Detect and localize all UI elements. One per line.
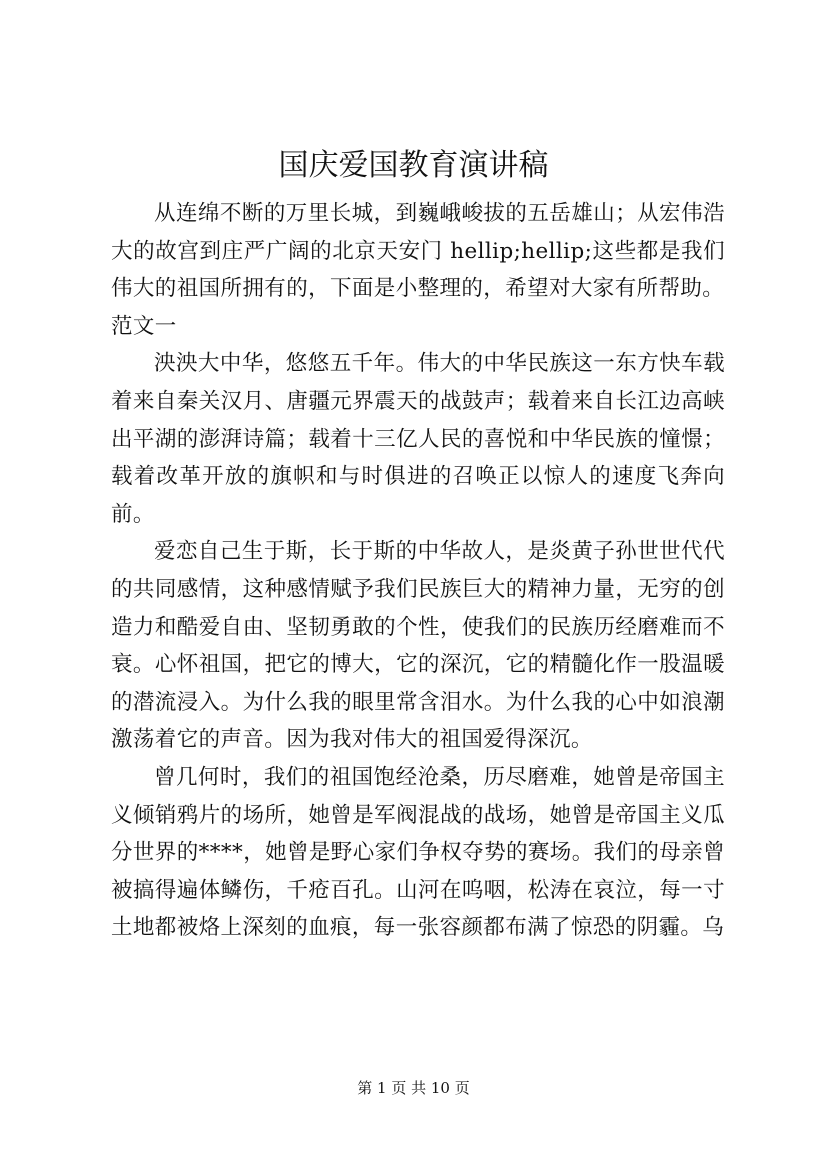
document-body bbox=[111, 195, 725, 947]
body-paragraph-1: 泱泱大中华，悠悠五千年。伟大的中华民族这一东方快车载着来自秦关汉月、唐疆元界震天的战鼓声；载着来自长江边高峡出平湖的澎湃诗篇；载着十三亿人民的喜悦和中华民族的憧憬；载着改革开放的旗帜和与时俱进的召唤正以惊人的速度飞奔向前。 bbox=[111, 351, 725, 527]
section-label: 范文一 bbox=[111, 313, 177, 339]
intro-paragraph: 从连绵不断的万里长城，到巍峨峻拔的五岳雄山；从宏伟浩大的故宫到庄严广阔的北京天安门 hellip;hellip;这些都是我们伟大的祖国所拥有的，下面是小整理的，希望对大家有所帮助。 bbox=[111, 201, 725, 302]
document-title: 国庆爱国教育演讲稿 bbox=[278, 148, 549, 183]
page-footer: 第 1 页 共 10 页 bbox=[357, 1079, 470, 1097]
body-paragraph-3: 曾几何时，我们的祖国饱经沧桑，历尽磨难，她曾是帝国主义倾销鸦片的场所，她曾是军阀混战的战场，她曾是帝国主义瓜分世界的****，她曾是野心家们争权夺势的赛场。我们的母亲曾被搞得遍体鳞伤，千疮百孔。山河在呜咽，松涛在哀泣，每一寸土地都被烙上深刻的血痕，每一张容颜都布满了惊恐的阴霾。乌 bbox=[111, 764, 726, 941]
body-paragraph-2: 爱恋自己生于斯，长于斯的中华故人，是炎黄子孙世世代代的共同感情，这种感情赋予我们民族巨大的精神力量，无穷的创造力和酷爱自由、坚韧勇敢的个性，使我们的民族历经磨难而不衰。心怀祖国，把它的博大，它的深沉，它的精髓化作一股温暖的潜流浸入。为什么我的眼里常含泪水。为什么我的心中如浪潮激荡着它的声音。因为我对伟大的祖国爱得深沉。 bbox=[111, 539, 725, 753]
